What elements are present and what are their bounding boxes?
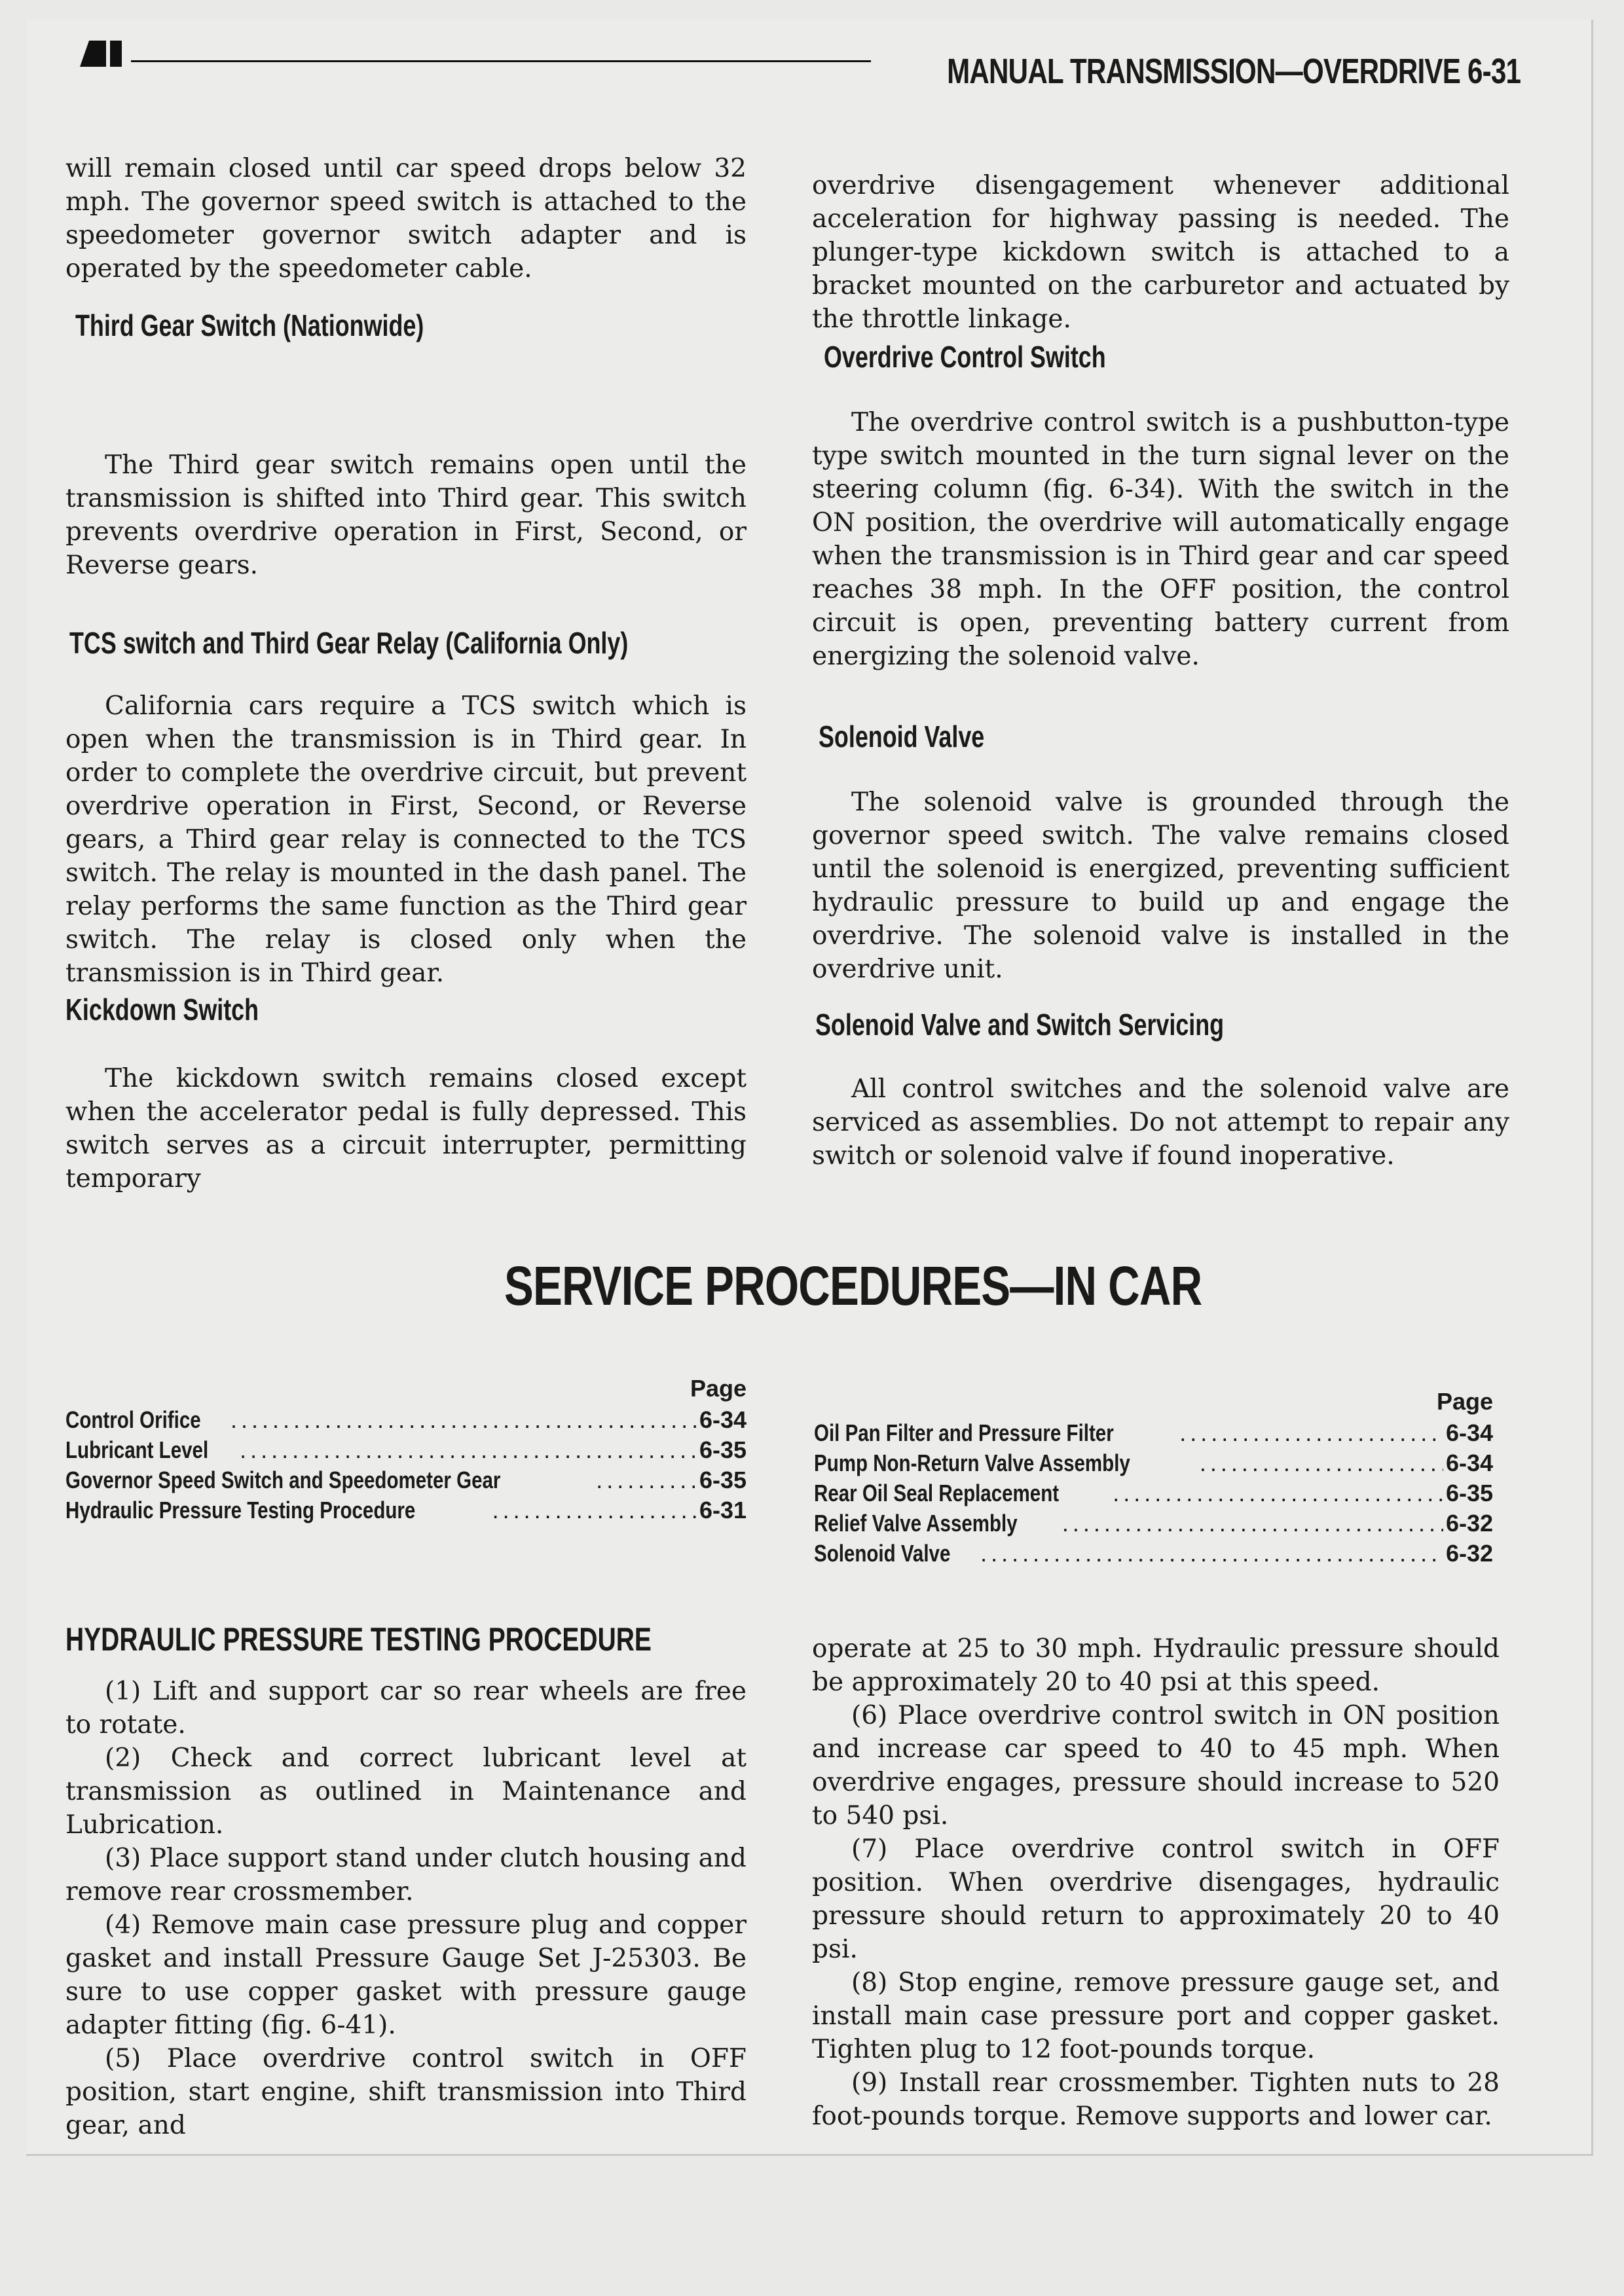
toc-entry-label: Rear Oil Seal Replacement — [814, 1480, 1060, 1506]
header-rule — [131, 60, 871, 62]
procedure-step: (9) Install rear crossmember. Tighten nuts to 28 foot-pounds torque. Remove supports and lower car. — [812, 2068, 1500, 2131]
toc-entry[interactable] — [65, 1467, 747, 1497]
procedure-left-column — [65, 1675, 747, 2142]
procedure-right-column — [812, 1632, 1500, 2133]
procedure-step: (7) Place overdrive control switch in OFF position. When overdrive disengages, hydraulic pressure should return to approximately 20 to 40 psi. — [812, 1834, 1500, 1964]
left-intro — [65, 152, 747, 285]
solenoid-section — [812, 786, 1509, 986]
toc-leader — [596, 1467, 697, 1494]
solenoid-heading: Solenoid Valve — [819, 720, 985, 754]
toc-right — [814, 1388, 1493, 1570]
toc-entry[interactable] — [814, 1480, 1493, 1510]
procedure-step: (2) Check and correct lubricant level at transmission as outlined in Maintenance and Lubrication. — [65, 1743, 747, 1840]
toc-leader — [1113, 1480, 1443, 1507]
toc-leader — [1179, 1419, 1443, 1447]
overdrive-control-heading: Overdrive Control Switch — [824, 340, 1106, 374]
toc-entry-page: 6-35 — [699, 1467, 747, 1493]
toc-entry-label: Hydraulic Pressure Testing Procedure — [65, 1497, 416, 1523]
third-gear-text: The Third gear switch remains open until the transmission is shifted into Third gear. This switch prevents overdrive operation in First, Second, or Reverse gears. — [65, 450, 747, 580]
toc-entry-label: Oil Pan Filter and Pressure Filter — [814, 1419, 1114, 1446]
toc-entry-page: 6-35 — [1445, 1480, 1493, 1506]
left-intro-text: will remain closed until car speed drops below 32 mph. The governor speed switch is attached to the speedometer governor switch adapter and is operated by the speedometer cable. — [65, 154, 747, 283]
procedure-step: (3) Place support stand under clutch housing and remove rear crossmember. — [65, 1844, 747, 1906]
toc-entry[interactable] — [814, 1540, 1493, 1570]
toc-left — [65, 1375, 747, 1527]
toc-entry[interactable] — [65, 1497, 747, 1527]
procedure-step: (1) Lift and support car so rear wheels are free to rotate. — [65, 1677, 747, 1740]
kickdown-section — [65, 1062, 747, 1195]
tcs-section — [65, 689, 747, 990]
toc-leader — [231, 1406, 697, 1434]
toc-entry-page: 6-32 — [1445, 1540, 1493, 1567]
brand-logo-icon — [80, 41, 124, 67]
kickdown-heading: Kickdown Switch — [65, 993, 259, 1027]
toc-leader — [980, 1540, 1443, 1567]
toc-entry-page: 6-34 — [699, 1406, 747, 1433]
procedure-step: (5) Place overdrive control switch in OFF position, start engine, shift transmission into Third gear, and — [65, 2044, 747, 2140]
third-gear-heading: Third Gear Switch (Nationwide) — [75, 308, 424, 342]
toc-leader — [492, 1497, 697, 1524]
toc-entry-page: 6-34 — [1445, 1419, 1493, 1446]
overdrive-control-text: The overdrive control switch is a pushbutton-type type switch mounted in the turn signal lever on the steering column (fig. 6-34). With the switch in the ON position, the overdrive will automatically engage when the transmission is in Third gear and car speed reaches 38 mph. In the OFF position, the control circuit is open, preventing battery current from energizing the solenoid valve. — [812, 408, 1509, 671]
toc-page-label: Page — [1436, 1388, 1493, 1415]
toc-entry[interactable] — [814, 1419, 1493, 1449]
toc-entry-page: 6-34 — [1445, 1449, 1493, 1476]
toc-entry-page: 6-32 — [1445, 1510, 1493, 1537]
toc-leader — [240, 1436, 697, 1464]
solenoid-text: The solenoid valve is grounded through the governor speed switch. The valve remains closed until the solenoid is energized, preventing sufficient hydraulic pressure to build up and engage the overdrive. The solenoid valve is installed in the overdrive unit. — [812, 788, 1509, 984]
toc-entry-label: Governor Speed Switch and Speedometer Gear — [65, 1467, 501, 1493]
toc-leader — [1200, 1449, 1443, 1477]
tcs-heading: TCS switch and Third Gear Relay (California Only) — [69, 626, 629, 660]
third-gear-section — [65, 448, 747, 582]
toc-entry-label: Pump Non-Return Valve Assembly — [814, 1449, 1130, 1476]
toc-entry-page: 6-31 — [699, 1497, 747, 1523]
procedure-step: (6) Place overdrive control switch in ON position and increase car speed to 40 to 45 mph. When overdrive engages, pressure should increase to 520 to 540 psi. — [812, 1701, 1500, 1831]
toc-entry[interactable] — [814, 1449, 1493, 1480]
toc-entry-label: Lubricant Level — [65, 1436, 209, 1463]
procedure-step: (4) Remove main case pressure plug and copper gasket and install Pressure Gauge Set J-25303. Be sure to use copper gasket with pressure gauge adapter fitting (fig. 6-41). — [65, 1910, 747, 2040]
procedure-step: (8) Stop engine, remove pressure gauge set, and install main case pressure port and copper gasket. Tighten plug to 12 foot-pounds torque. — [812, 1968, 1500, 2064]
toc-entry-page: 6-35 — [699, 1436, 747, 1463]
toc-entry[interactable] — [65, 1406, 747, 1436]
overdrive-control-section — [812, 406, 1509, 673]
kickdown-text: The kickdown switch remains closed except when the accelerator pedal is fully depressed. This switch serves as a circuit interrupter, permitting temporary — [65, 1064, 747, 1194]
toc-entry-label: Relief Valve Assembly — [814, 1510, 1018, 1537]
toc-leader — [1062, 1510, 1443, 1537]
procedure-heading: HYDRAULIC PRESSURE TESTING PROCEDURE — [65, 1621, 652, 1658]
toc-entry[interactable] — [65, 1436, 747, 1467]
servicing-text: All control switches and the solenoid valve are serviced as assemblies. Do not attempt to repair any switch or solenoid valve if found inoperative. — [812, 1074, 1509, 1171]
toc-entry[interactable] — [814, 1510, 1493, 1540]
right-intro-text: overdrive disengagement whenever additional acceleration for highway passing is needed. The plunger-type kickdown switch is attached to a bracket mounted on the carburetor and actuated by the throttle linkage. — [812, 171, 1509, 334]
servicing-heading: Solenoid Valve and Switch Servicing — [815, 1008, 1225, 1042]
procedure-step-continuation: operate at 25 to 30 mph. Hydraulic pressure should be approximately 20 to 40 psi at this speed. — [812, 1634, 1500, 1697]
tcs-text: California cars require a TCS switch which is open when the transmission is in Third gear. In order to complete the overdrive circuit, but prevent overdrive operation in First, Second, or Reverse gears, a Third gear relay is connected to the TCS switch. The relay is mounted in the dash panel. The relay performs the same function as the Third gear switch. The relay is closed only when the transmission is in Third gear. — [65, 691, 747, 988]
right-intro — [812, 169, 1509, 336]
toc-entry-label: Control Orifice — [65, 1406, 201, 1433]
toc-entry-label: Solenoid Valve — [814, 1540, 951, 1567]
running-head: MANUAL TRANSMISSION—OVERDRIVE 6-31 — [946, 52, 1521, 91]
toc-page-label: Page — [690, 1375, 747, 1402]
section-title: SERVICE PROCEDURES—IN CAR — [504, 1255, 1202, 1317]
servicing-section — [812, 1072, 1509, 1173]
